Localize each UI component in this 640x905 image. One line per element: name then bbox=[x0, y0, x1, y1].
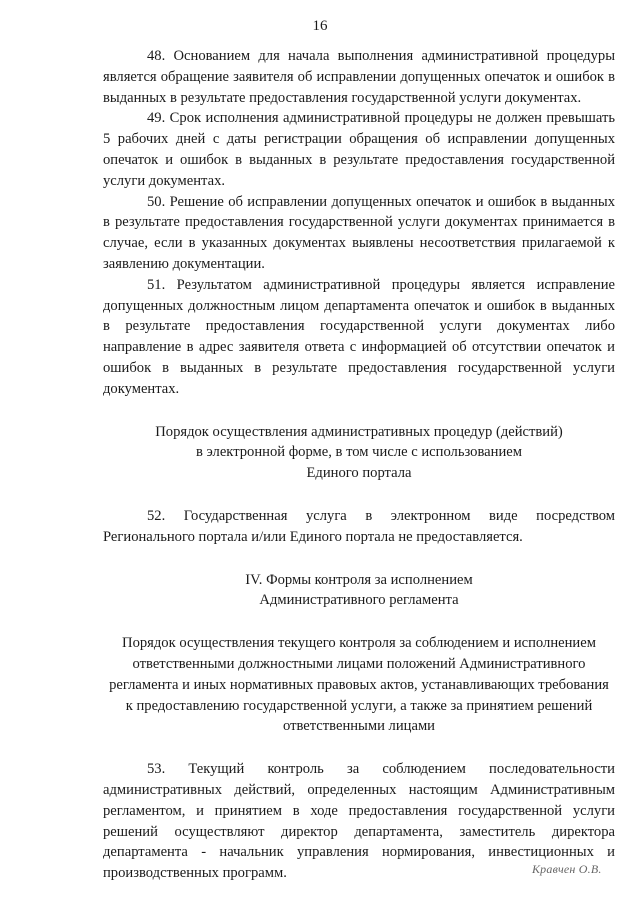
heading-line: регламента и иных нормативных правовых актов, устанавливающих требования bbox=[109, 676, 609, 693]
paragraph-52: 52. Государственная услуга в электронном виде посредством Регионального портала и/или Единого портала не предоставляется. bbox=[103, 507, 615, 545]
paragraph-51: 51. Результатом административной процедуры является исправление допущенных должностным лицом департамента опечаток и ошибок в выданных в результате предоставления государственной услуги документах либо направление в адрес заявителя ответа с информацией об отсутствии опечаток и ошибок в выданных в результате предоставления государственной услуги документах. bbox=[103, 276, 615, 397]
paragraph-49: 49. Срок исполнения административной процедуры не должен превышать 5 рабочих дней с даты регистрации обращения об исправлении допущенных опечаток и ошибок в выданных в результате предоставления государственной услуги документах. bbox=[103, 110, 615, 189]
heading-line: ответственными лицами bbox=[282, 718, 435, 735]
heading-line: Порядок осуществления текущего контроля за соблюдением и исполнением bbox=[122, 635, 596, 652]
heading-current-control bbox=[103, 633, 615, 737]
page-number: 16 bbox=[312, 18, 328, 34]
paragraph-53: 53. Текущий контроль за соблюдением последовательности административных действий, определенных настоящим Административным регламентом, и принятием в ходе предоставления государственной услуги решений осуществляют директор департамента, заместитель директора департамента - начальник управления нормирования, инвестиционных и производственных программ. bbox=[103, 761, 615, 882]
paragraph-50: 50. Решение об исправлении допущенных опечаток и ошибок в выданных в результате предоставления государственной услуги документах принимается в случае, если в указанных документах выявлены несоответствия прилагаемой к заявлению документации. bbox=[103, 193, 615, 272]
heading-line: ответственными должностными лицами положений Административного bbox=[132, 655, 586, 672]
heading-line: Административного регламента bbox=[259, 592, 459, 609]
heading-line: Порядок осуществления административных процедур (действий) bbox=[155, 423, 563, 440]
heading-line: к предоставлению государственной услуги, а также за принятием решений bbox=[125, 697, 593, 714]
heading-electronic-procedures bbox=[103, 422, 615, 484]
heading-line: IV. Формы контроля за исполнением bbox=[245, 571, 473, 588]
heading-line: Единого портала bbox=[306, 465, 412, 482]
section-heading-iv bbox=[103, 570, 615, 612]
paragraph-48: 48. Основанием для начала выполнения административной процедуры является обращение заявителя об исправлении допущенных опечаток и ошибок в выданных в результате предоставления государственной услуги документах. bbox=[103, 48, 615, 106]
heading-line: в электронной форме, в том числе с использованием bbox=[196, 444, 522, 461]
document-body bbox=[103, 46, 615, 884]
footer-signature: Кравчен О.В. bbox=[532, 862, 602, 876]
